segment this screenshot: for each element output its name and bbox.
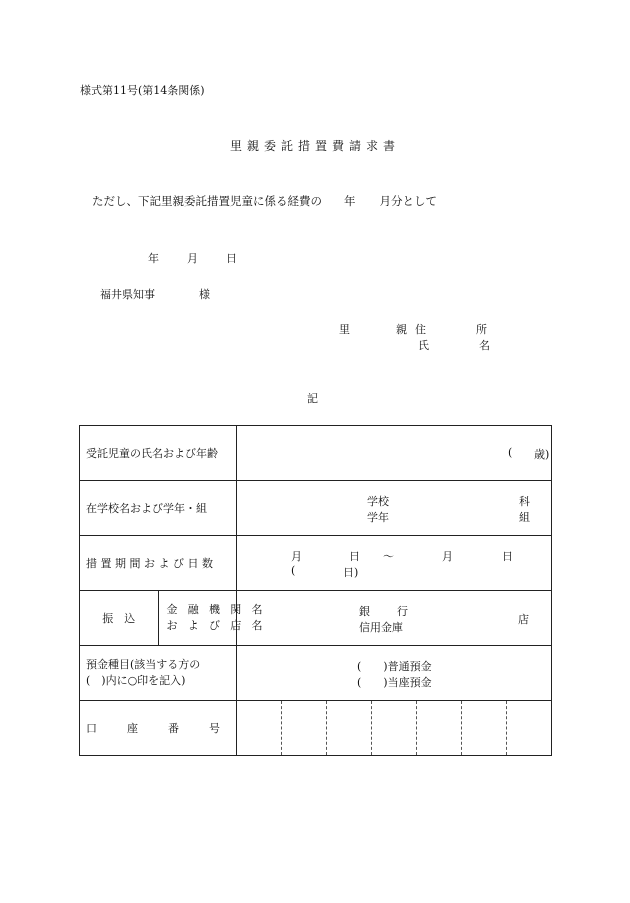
days-close: 日) [343,566,359,579]
label-period: 措置期間および日数 [80,536,237,591]
label-child-name-age: 受託児童の氏名および年齢 [80,426,237,481]
date-line [148,250,237,266]
intro-text [92,193,437,209]
class-unit: 組 [519,511,530,524]
row-deposit-type [80,646,552,701]
grade-unit: 学年 [367,511,389,524]
intro-prefix: ただし、下記里親委託措置児童に係る経費の [92,194,322,208]
start-day: 日 [349,550,360,563]
account-digit-boxes [237,701,551,755]
signature-name-b: 名 [479,339,490,352]
credit-union-unit: 信用金庫 [359,621,403,634]
signature-role-b: 親 [396,323,407,336]
date-day: 日 [226,252,237,265]
addressee [100,286,210,302]
branch-unit: 店 [518,613,529,626]
label-account-char: 口 [86,722,97,735]
bank-suffix: 行 [397,605,408,618]
label-char: び [209,619,220,632]
field-period[interactable] [237,536,552,591]
label-deposit-line1: 預金種目(該当する方の [86,658,201,671]
school-unit: 学校 [367,495,389,508]
account-digit-box[interactable] [237,701,282,755]
label-char: 名 [251,619,263,632]
label-char: 融 [187,603,199,616]
start-month: 月 [291,550,302,563]
date-year: 年 [148,252,159,265]
account-digit-box[interactable] [507,701,551,755]
label-bank [158,591,263,646]
form-number: 様式第11号(第14条関係) [80,84,205,97]
label-char: お [166,619,178,632]
label-transfer-group: 振 込 [80,591,159,646]
age-open: ( [508,446,513,459]
end-day: 日 [502,550,513,563]
label-deposit-type [80,646,237,701]
label-deposit-line2: ( )内に○印を記入) [86,674,186,687]
signature-block [339,322,490,354]
date-month: 月 [187,252,198,265]
label-account-char: 座 [127,722,138,735]
label-char: 店 [230,619,242,632]
record-mark: 記 [307,392,318,405]
row-child-name-age [80,426,552,481]
row-transfer [80,591,552,646]
label-account-char: 号 [209,722,220,735]
subject-unit: 科 [519,495,530,508]
field-bank[interactable] [237,591,552,646]
age-unit: 歳) [534,448,550,461]
option-current[interactable]: ( )当座預金 [357,676,432,689]
end-month: 月 [442,550,453,563]
label-account-number [80,701,237,756]
days-open: ( [291,564,296,577]
label-char: 金 [166,603,178,616]
account-digit-box[interactable] [327,701,372,755]
account-digit-box[interactable] [372,701,417,755]
option-ordinary[interactable]: ( )普通預金 [357,660,432,673]
account-digit-box[interactable] [417,701,462,755]
signature-address-a: 住 [415,323,426,336]
intro-year-unit: 年 [344,194,356,208]
signature-name-line [339,338,490,354]
label-account-char: 番 [168,722,179,735]
account-digit-box[interactable] [462,701,507,755]
intro-month-unit: 月分として [379,194,437,208]
signature-role-a: 里 [339,323,350,336]
row-period [80,536,552,591]
addressee-name: 福井県知事 [100,288,155,301]
label-char: 機 [209,603,220,616]
page-title: 里親委託措置費請求書 [229,139,400,153]
field-child-name-age[interactable] [237,426,552,481]
bank-unit: 銀 [359,605,370,618]
row-account-number [80,701,552,756]
account-digit-box[interactable] [282,701,327,755]
row-school [80,481,552,536]
field-school[interactable] [237,481,552,536]
request-table [79,425,552,756]
field-account-number[interactable] [237,701,552,756]
label-school: 在学校名および学年・組 [80,481,237,536]
label-char: 関 [230,603,242,616]
label-char: よ [187,619,199,632]
tilde: 〜 [383,550,394,563]
signature-address-b: 所 [476,323,487,336]
signature-name-a: 氏 [418,339,429,352]
addressee-honorific: 様 [199,288,210,301]
signature-address-line [339,322,490,338]
field-deposit-type [237,646,552,701]
label-char: 名 [251,603,263,616]
